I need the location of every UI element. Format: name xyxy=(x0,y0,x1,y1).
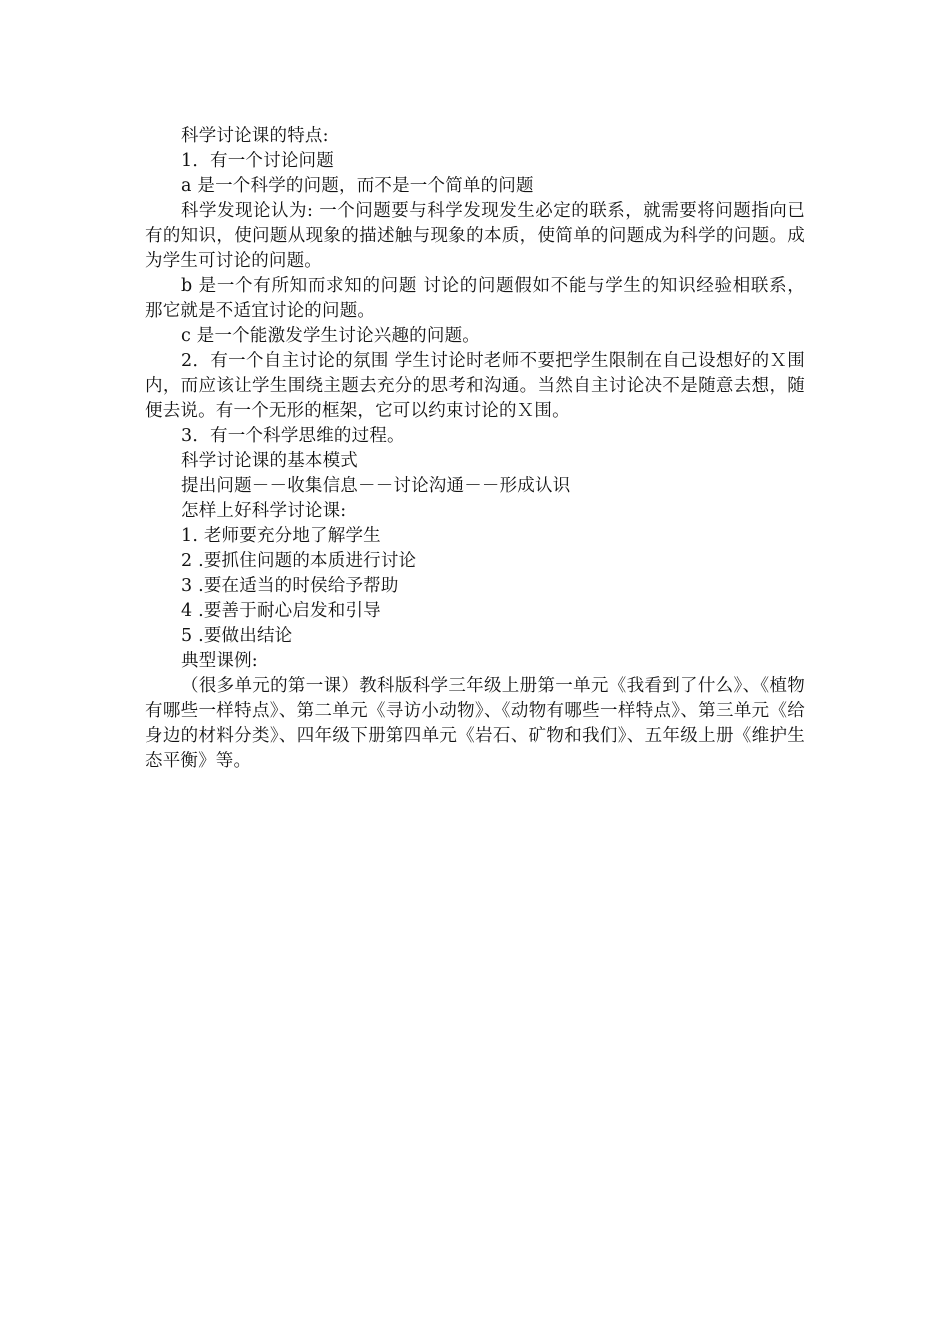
document-body xyxy=(145,124,805,774)
mode-flow: 提出问题－－收集信息－－讨论沟通－－形成认识 xyxy=(181,476,571,496)
how-to-item-5: 5 .要做出结论 xyxy=(181,626,293,646)
point-1c: c 是一个能激发学生讨论兴趣的问题。 xyxy=(181,326,480,346)
how-to-item-2: 2 .要抓住问题的本质进行讨论 xyxy=(181,551,417,571)
point-2: 2．有一个自主讨论的氛围 学生讨论时老师不要把学生限制在自己设想好的Ｘ围内，而应该让学生围绕主题去充分的思考和沟通。当然自主讨论决不是随意去想，随便去说。有一个无形的框架，它可以约束讨论的Ｘ围。 xyxy=(145,351,805,421)
point-1-heading: 1．有一个讨论问题 xyxy=(181,151,334,171)
heading-basic-mode: 科学讨论课的基本模式 xyxy=(181,451,358,471)
heading-features: 科学讨论课的特点: xyxy=(181,126,329,146)
how-to-item-1: 1. 老师要充分地了解学生 xyxy=(181,526,381,546)
paragraph-discovery-theory: 科学发现论认为: 一个问题要与科学发现发生必定的联系，就需要将问题指向已有的知识，使问题从现象的描述触与现象的本质，使简单的问题成为科学的问题。成为学生可讨论的问题。 xyxy=(145,201,805,271)
how-to-item-4: 4 .要善于耐心启发和引导 xyxy=(181,601,381,621)
heading-how-to: 怎样上好科学讨论课: xyxy=(181,501,347,521)
point-1a: a 是一个科学的问题，而不是一个简单的问题 xyxy=(181,176,534,196)
heading-examples: 典型课例: xyxy=(181,651,258,671)
point-1b: b 是一个有所知而求知的问题 讨论的问题假如不能与学生的知识经验相联系，那它就是不适宜讨论的问题。 xyxy=(145,276,805,321)
how-to-item-3: 3 .要在适当的时侯给予帮助 xyxy=(181,576,399,596)
paragraph-examples: （很多单元的第一课）教科版科学三年级上册第一单元《我看到了什么》、《植物有哪些一样特点》、第二单元《寻访小动物》、《动物有哪些一样特点》、第三单元《给身边的材料分类》、四年级下册第四单元《岩石、矿物和我们》、五年级上册《维护生态平衡》等。 xyxy=(145,676,805,771)
point-3: 3．有一个科学思维的过程。 xyxy=(181,426,405,446)
